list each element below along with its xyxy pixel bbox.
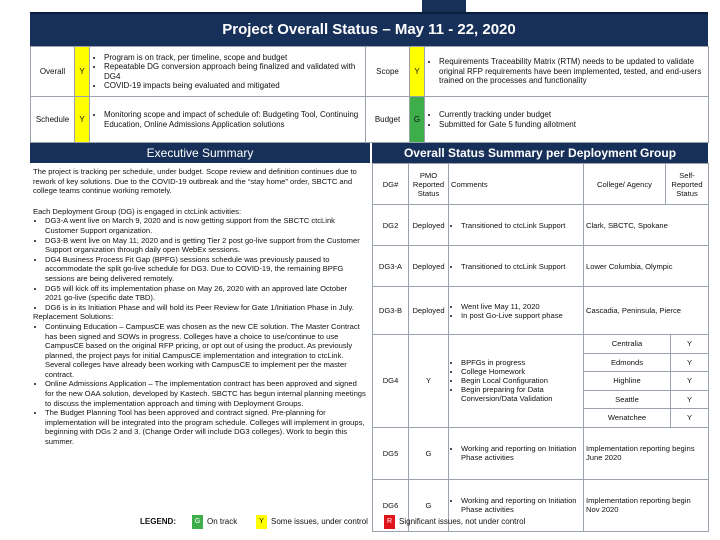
dg-cell: DG3-B bbox=[373, 287, 409, 335]
status-table bbox=[30, 46, 709, 143]
replacement-list bbox=[33, 322, 366, 447]
column-header: PMO Reported Status bbox=[409, 164, 449, 205]
status-label: Overall bbox=[31, 47, 75, 97]
status-bullets bbox=[425, 53, 708, 90]
college-row bbox=[584, 353, 708, 372]
pmo-status: Deployed bbox=[409, 287, 449, 335]
dg-cell: DG4 bbox=[373, 335, 409, 428]
legend-item-yellow bbox=[256, 514, 368, 530]
yellow-swatch: Y bbox=[256, 515, 267, 529]
college-row bbox=[584, 335, 708, 353]
college-name: Wenatchee bbox=[584, 409, 671, 427]
status-bullets bbox=[90, 49, 365, 95]
self-status: Y bbox=[671, 372, 709, 391]
title-bar bbox=[30, 12, 708, 46]
bullet: • Repeatable DG conversion approach being finalized and validated with DG4 bbox=[104, 62, 361, 81]
list-item: • DG5 will kick off its implementation phase on May 26, 2020 with an approved late October 2021 go-live (specific date TBD). bbox=[45, 284, 366, 303]
column-header: DG# bbox=[373, 164, 409, 205]
comments-list bbox=[451, 358, 581, 403]
dg-cell: DG5 bbox=[373, 427, 409, 479]
status-label: Schedule bbox=[31, 97, 75, 143]
comment: • Begin preparing for Data Conversion/Data Validation bbox=[461, 385, 581, 403]
status-rating: Y bbox=[410, 47, 425, 97]
table-row bbox=[373, 246, 709, 287]
comment: • Transitioned to ctcLink Support bbox=[461, 262, 581, 271]
dg-activity-list bbox=[33, 216, 366, 312]
bullet: • Currently tracking under budget bbox=[439, 110, 704, 120]
bullet: • Monitoring scope and impact of schedule of: Budgeting Tool, Continuing Education, Online Admissions Application solutions bbox=[104, 110, 361, 129]
dg-cell: DG6 bbox=[373, 479, 409, 531]
college-row bbox=[584, 390, 708, 409]
pmo-status: Deployed bbox=[409, 205, 449, 246]
college-name: Highline bbox=[584, 372, 671, 391]
status-bullets bbox=[90, 106, 365, 133]
status-rating: Y bbox=[75, 97, 90, 143]
dg-cell: DG2 bbox=[373, 205, 409, 246]
comment: • Begin Local Configuration bbox=[461, 376, 581, 385]
table-row bbox=[373, 335, 709, 428]
list-item: • DG3-A went live on March 9, 2020 and is now getting support from the SBCTC ctcLink Customer Support organization. bbox=[45, 216, 366, 235]
self-status: Y bbox=[686, 413, 693, 423]
college-name: Edmonds bbox=[584, 353, 671, 372]
comments-list bbox=[451, 221, 581, 230]
table-row bbox=[373, 205, 709, 246]
status-label: Budget bbox=[366, 97, 410, 143]
comments-list bbox=[451, 496, 581, 514]
page-title: Project Overall Status – May 11 - 22, 2020 bbox=[222, 21, 516, 38]
comment: • Working and reporting on Initiation Phase activities bbox=[461, 496, 581, 514]
status-rating: Y bbox=[75, 47, 90, 97]
bullet: • Requirements Traceability Matrix (RTM) needs to be updated to validate original RFP requirements have been implemented, tested, and end-users trained on the processes and functionality bbox=[439, 57, 704, 86]
dg-cell: DG3-A bbox=[373, 246, 409, 287]
legend-text: On track bbox=[207, 517, 238, 526]
deployment-summary-heading: Overall Status Summary per Deployment Group bbox=[372, 143, 708, 163]
comment: • Transitioned to ctcLink Support bbox=[461, 221, 581, 230]
college-cell: Lower Columbia, Olympic bbox=[584, 246, 709, 287]
college-row bbox=[584, 372, 708, 391]
bullet: • Program is on track, per timeline, scope and budget bbox=[104, 53, 361, 63]
status-label: Scope bbox=[366, 47, 410, 97]
pmo-status: Deployed bbox=[409, 246, 449, 287]
executive-summary bbox=[33, 167, 366, 447]
status-row-schedule bbox=[31, 97, 709, 143]
pmo-status: G bbox=[409, 427, 449, 479]
status-row-overall bbox=[31, 47, 709, 97]
table-header-row bbox=[373, 164, 709, 205]
list-item: • DG3-B went live on May 11, 2020 and is getting Tier 2 post go-live support from the Customer Support organization through daily open WebEx sessions. bbox=[45, 236, 366, 255]
bullet: • Submitted for Gate 5 funding allotment bbox=[439, 120, 704, 130]
summary-intro: The project is tracking per schedule, under budget. Scope review and definition continues due to rework of key solutions. Due to the COVID-19 outbreak and the “stay home” order, SBCTC and college teams continue working remotely. bbox=[33, 167, 357, 196]
deployment-table bbox=[372, 163, 709, 532]
list-item: • Continuing Education – CampusCE was chosen as the new CE solution. The Master Contract has been signed and SOWs in progress. Colleges have a choice to use/continue to use CampusCE based on the original RFP pricing, or opt out of using the product. As previously planned, the project pays for initial CampusCE implementation and integration to ctcLink. Several colleges have already been working with CampusCE to implement per the master contract. bbox=[45, 322, 366, 380]
list-item: • DG6 is in its Initiation Phase and will hold its Peer Review for Gate 1/Initiation Phase in July. bbox=[45, 303, 366, 313]
bullet: • COVID-19 impacts being evaluated and mitigated bbox=[104, 81, 361, 91]
table-row bbox=[373, 427, 709, 479]
status-rating: G bbox=[410, 97, 425, 143]
college-cell: Cascadia, Peninsula, Pierce bbox=[584, 287, 709, 335]
comments-list bbox=[451, 262, 581, 271]
column-header: College/ Agency bbox=[584, 164, 666, 205]
title-tab-accent bbox=[422, 0, 466, 12]
comment: • College Homework bbox=[461, 367, 581, 376]
red-swatch: R bbox=[384, 515, 395, 529]
legend-text: Significant issues, not under control bbox=[399, 517, 526, 526]
executive-summary-heading: Executive Summary bbox=[30, 143, 370, 163]
college-name: Seattle bbox=[584, 390, 671, 409]
college-cell: Implementation reporting begin Nov 2020 bbox=[584, 479, 709, 531]
college-name: Centralia bbox=[584, 335, 671, 353]
replacement-heading: Replacement Solutions: bbox=[33, 312, 114, 322]
list-item: • DG4 Business Process Fit Gap (BPFG) sessions schedule was previously paused to accommodate the split go-live schedule for DG3. Due to COVID-19, the remaining BPFG sessions are being delivered remotely. bbox=[45, 255, 366, 284]
status-bullets bbox=[425, 106, 708, 133]
legend-item-green bbox=[192, 514, 237, 530]
legend-item-red bbox=[384, 514, 525, 530]
college-row bbox=[584, 409, 708, 427]
legend-label: LEGEND: bbox=[140, 517, 176, 526]
green-swatch: G bbox=[192, 515, 203, 529]
self-status: Y bbox=[671, 390, 709, 409]
dg4-college-table bbox=[584, 335, 708, 427]
comments-list bbox=[451, 302, 581, 320]
comments-list bbox=[451, 444, 581, 462]
pmo-status: G bbox=[409, 479, 449, 531]
college-cell: Clark, SBCTC, Spokane bbox=[584, 205, 709, 246]
column-header: Comments bbox=[449, 164, 584, 205]
self-status: Y bbox=[671, 353, 709, 372]
list-item: • The Budget Planning Tool has been approved and contract signed. Pre-planning for implementation will be integrated into the program schedule. Colleges will implement in groups, beginning with DGs 2 and 3. (Change Order will include DG3 colleges). Work to begin this summer. bbox=[45, 408, 366, 446]
list-item: • Online Admissions Application – The implementation contract has been approved and signed for the new OAA solution, developed by Kastech. SBCTC has begun internal planning meetings to discuss the implementation approach and timing with Deployment Groups. bbox=[45, 379, 366, 408]
dg-intro: Each Deployment Group (DG) is engaged in ctcLink activities: bbox=[33, 206, 242, 216]
comment: • In post Go-Live support phase bbox=[461, 311, 581, 320]
comment: • Working and reporting on Initiation Phase activities bbox=[461, 444, 581, 462]
comment: • BPFGs in progress bbox=[461, 358, 581, 367]
column-header: Self-Reported Status bbox=[666, 164, 709, 205]
table-row bbox=[373, 287, 709, 335]
self-status: Y bbox=[671, 335, 709, 353]
legend-text: Some issues, under control bbox=[271, 517, 368, 526]
comment: • Went live May 11, 2020 bbox=[461, 302, 581, 311]
college-cell: Implementation reporting begins June 2020 bbox=[584, 427, 709, 479]
pmo-status: Y bbox=[409, 335, 449, 428]
